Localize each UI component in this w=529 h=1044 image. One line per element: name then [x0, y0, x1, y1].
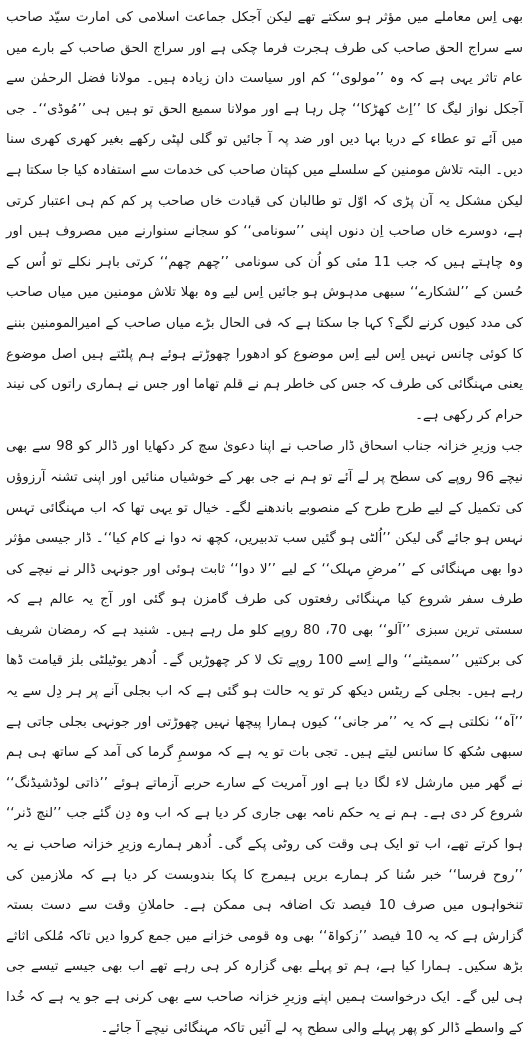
article-paragraph-1: بھی اِس معاملے میں مؤثر ہو سکتے تھے لیکن آجکل جماعت اسلامی کی امارت سیّد صاحب سے سراج الحق صاحب کی طرف ہجرت فرما چکی ہے اور سراج الحق صاحب کے بارے میں عام تاثر یہی ہے کہ وہ ’’مولوی‘‘ کم اور سیاست دان زیادہ ہیں۔ مولانا فضل الرحمٰن سے آجکل نواز لیگ کا ’’اِٹ کھڑکا‘‘ چل رہا ہے اور مولانا سمیع الحق تو ہیں ہی ’’مُوڈی‘‘۔ جی میں آئے تو عطاء کے دریا بہا دیں اور ضد پہ آ جائیں تو گلی لپٹی رکھے بغیر کھری کھری سنا دیں۔ البتہ تلاش مومنین کے سلسلے میں کپتان صاحب کی خدمات سے استفادہ کیا جا سکتا ہے لیکن مشکل یہ آن پڑی کہ اوّل تو طالبان کی قیادت خاں صاحب پر کم کم ہی اعتبار کرتی ہے، دوسرے خاں صاحب اِن دنوں اپنی ’’سونامی‘‘ کو سجانے سنوارنے میں مصروف ہیں اور وہ چاہتے ہیں کہ جب 11 مئی کو اُن کی سونامی ’’چھم چھم‘‘ کرتی باہر نکلے تو اُس کے حُسن کے ’’لشکارے‘‘ سبھی مدہوش ہو جائیں اِس لیے وہ بھلا تلاش مومنین میں میاں صاحب کی مدد کیوں کرنے لگے؟ کہا جا سکتا ہے کہ فی الحال بڑے میاں صاحب کے امیرالمومنین بننے کا کوئی چانس نہیں اِس لیے اِس موضوع کو ادھورا چھوڑتے ہوئے ہم پلٹتے ہیں اصل موضوع یعنی مہنگائی کی طرف کہ جس کی خاطر ہم نے قلم تھاما اور جس نے ہماری راتوں کی نیند حرام کر رکھی ہے۔ [6, 10, 523, 423]
article-paragraph-2: جب وزیرِ خزانہ جناب اسحاق ڈار صاحب نے اپنا دعویٰ سچ کر دکھایا اور ڈالر کو 98 سے بھی نیچے 96 روپے کی سطح پر لے آئے تو ہم نے جی بھر کے خوشیاں منائیں اور اپنی تشنہ آرزوؤں کی تکمیل کے لیے طرح طرح کے منصوبے باندھنے لگے۔ خیال تو یہی تھا کہ اب مہنگائی تہس نہس ہو جائے گی لیکن ’’اُلٹی ہو گئیں سب تدبیریں، کچھ نہ دوا نے کام کیا‘‘۔ ڈار جیسی مؤثر دوا بھی مہنگائی کے ’’مرضِ مہلک‘‘ کے لیے ’’لا دوا‘‘ ثابت ہوئی اور جونہی ڈالر نے نیچے کی طرف سفر شروع کیا مہنگائی رفعتوں کی طرف گامزن ہو گئی اور آج یہ عالم ہے کہ سستی ترین سبزی ’’آلو‘‘ بھی 70، 80 روپے کلو مل رہے ہیں۔ شنید ہے کہ رمضان شریف کی برکتیں ’’سمیٹنے‘‘ والے اِسے 100 روپے تک لا کر چھوڑیں گے۔ اُدھر یوٹیلٹی بلز قیامت ڈھا رہے ہیں۔ بجلی کے ریٹس دیکھ کر تو یہ حالت ہو گئی ہے کہ اب بجلی آنے پر ہر دِل سے یہ ’’آہ‘‘ نکلتی ہے کہ یہ ’’مر جانی‘‘ کیوں ہمارا پیچھا نہیں چھوڑتی اور جونہی بجلی جاتی ہے سبھی سُکھ کا سانس لیتے ہیں۔ تجی بات تو یہ ہے کہ موسمِ گرما کی آمد کے ساتھ ہی ہم نے گھر میں مارشل لاء لگا دیا ہے اور آمریت کے سارے حربے آزماتے ہوئے ’’ذاتی لوڈشیڈنگ‘‘ شروع کر دی ہے۔ ہم نے یہ حکم نامہ بھی جاری کر دیا ہے کہ اب وہ دِن گئے جب ’’لنچ ڈنر‘‘ ہوا کرتے تھے، اب تو ایک ہی وقت کی روٹی پکے گی۔ اُدھر ہمارے وزیرِ خزانہ صاحب نے یہ ’’روح فرسا‘‘ خبر سُنا کر ہمارے بریں ہیمرج کا پکا بندوبست کر دیا ہے کہ ملازمین کی تنخواہوں میں صرف 10 فیصد تک اضافہ ہی ممکن ہے۔ حاملانِ وقت سے دست بستہ گزارش ہے کہ یہ 10 فیصد ’’زکواۃ‘‘ بھی وہ قومی خزانے میں جمع کروا دیں تاکہ مُلکی اثاثے بڑھ سکیں۔ ہمارا کیا ہے، ہم تو پہلے بھی گزارہ کر ہی رہے تھے اب بھی جیسے تیسے جی ہی لیں گے۔ ایک درخواست ہمیں اپنے وزیرِ خزانہ صاحب سے بھی کرنی ہے جو یہ ہے کہ خُدا کے واسطے ڈالر کو پھر پہلے والی سطح پہ لے آئیں تاکہ مہنگائی نیچے آ جائے۔ [6, 439, 523, 1036]
